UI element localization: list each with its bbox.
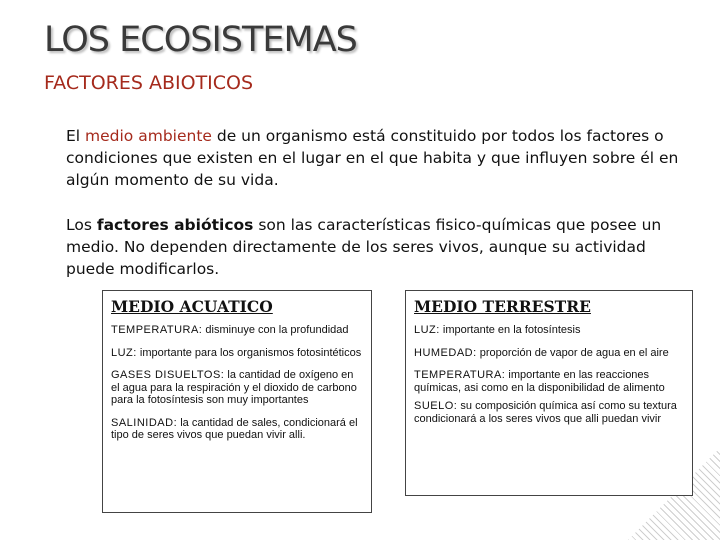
item-term: TEMPERATURA: [414, 369, 506, 381]
item-text: su composición química así como su textura condicionará a los seres vivos que alli puedan vivir [414, 400, 677, 425]
list-item [111, 369, 363, 407]
item-text: la cantidad de sales, condicionará el tipo de seres vivos que puedan vivir alli. [111, 416, 358, 441]
item-text: importante para los organismos fotosintéticos [136, 346, 362, 359]
item-text: la cantidad de oxígeno en el agua para la respiración y el dioxido de carbono para la fotosíntesis son muy importantes [111, 369, 357, 406]
paragraph-text: son las características fisico-químicas que posee un medio. No dependen directamente de los seres vivos, aunque su actividad puede modificarlos. [66, 216, 662, 278]
paragraph-text: Los [66, 216, 97, 234]
item-text: importante en la fotosíntesis [439, 324, 581, 336]
slide-title: LOS ECOSISTEMAS [44, 20, 357, 60]
item-text: proporción de vapor de agua en el aire [476, 346, 669, 359]
medio-acuatico-heading: MEDIO ACUATICO [111, 297, 273, 316]
highlight-medio-ambiente: medio ambiente [85, 127, 212, 145]
item-text: importante en las reacciones químicas, asi como en la disponibilidad de alimento [414, 369, 665, 394]
list-item [111, 324, 363, 337]
item-term: HUMEDAD: [414, 346, 477, 359]
list-item [414, 324, 684, 337]
item-term: LUZ: [111, 346, 137, 359]
bold-factores-abioticos: factores abióticos [96, 216, 254, 234]
item-term: LUZ: [414, 324, 440, 336]
item-term: TEMPERATURA: [111, 324, 203, 336]
item-text: disminuye con la profundidad [202, 324, 349, 336]
slide-subtitle: FACTORES ABIOTICOS [44, 72, 254, 94]
item-term: GASES DISUELTOS: [111, 369, 225, 381]
medio-terrestre-heading: MEDIO TERRESTRE [414, 297, 591, 316]
medio-terrestre-box [405, 290, 693, 496]
item-term: SUELO: [414, 400, 458, 412]
paragraph-text: El [66, 127, 86, 145]
list-item [111, 347, 363, 360]
list-item [414, 400, 684, 425]
paragraph-medio-ambiente [66, 125, 686, 191]
item-term: SALINIDAD: [111, 416, 178, 429]
paragraph-text: de un organismo está constituido por todos los factores o condiciones que existen en el lugar en el que habita y que influyen sobre él en algún momento de su vida. [66, 127, 679, 189]
list-item [111, 417, 363, 442]
list-item [414, 369, 684, 394]
medio-acuatico-box [102, 290, 372, 513]
list-item [414, 347, 684, 360]
paragraph-factores-abioticos [66, 214, 686, 280]
